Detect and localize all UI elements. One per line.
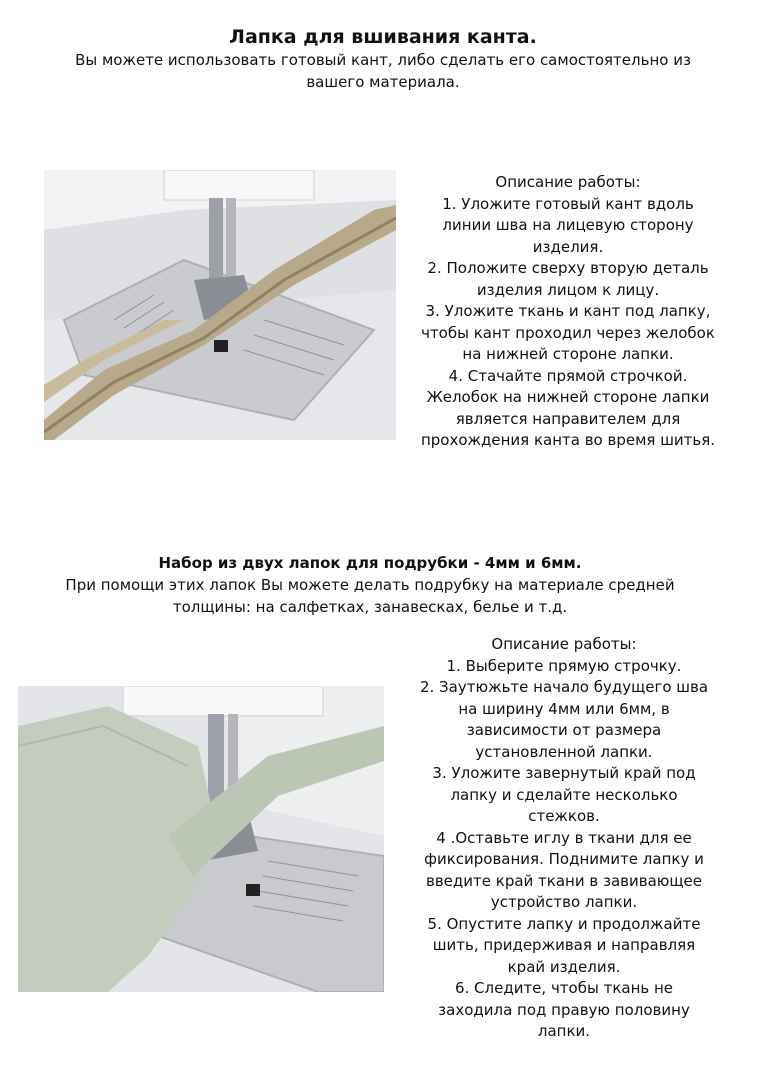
section1-step-line: изделия.: [532, 237, 604, 256]
section2-step-line: заходила под правую половину: [438, 1000, 690, 1019]
section2-steps: [398, 634, 730, 1043]
section2-step-line: установленной лапки.: [475, 742, 653, 761]
section2-step-line: лапки.: [537, 1022, 591, 1040]
hemmer-foot-photo: [18, 686, 384, 992]
section2-step-line: 5. Опустите лапку и продолжайте: [427, 914, 701, 933]
section1-intro: [40, 49, 726, 93]
section2-step-line: 1. Выберите прямую строчку.: [446, 656, 682, 675]
section2-step-line: край изделия.: [507, 957, 621, 976]
section1-step-line: изделия лицом к лицу.: [476, 280, 660, 299]
section2-step-line: введите край ткани в завивающее: [426, 871, 702, 890]
section2-step-line: фиксирования. Поднимите лапку и: [424, 850, 704, 868]
section2-step-line: устройство лапки.: [490, 893, 638, 911]
section1-step-line: 4. Стачайте прямой строчкой.: [448, 366, 688, 385]
section1-step-line: на нижней стороне лапки.: [462, 345, 674, 363]
section1-step-line: прохождения канта во время шитья.: [420, 431, 716, 449]
section2-step-line: 3. Уложите завернутый край под: [432, 764, 696, 782]
piping-foot-photo: [44, 170, 396, 440]
section2-step-line: 6. Следите, чтобы ткань не: [454, 979, 674, 997]
section1-step-line: является направителем для: [455, 409, 681, 428]
section2-step-line: 2. Заутюжьте начало будущего шва: [419, 678, 709, 696]
section2-step-line: шить, придерживая и направляя: [432, 936, 696, 954]
section2-intro-line: При помощи этих лапок Вы можете делать подрубку на материале средней: [65, 576, 675, 594]
section1-step-line: 2. Положите сверху вторую деталь: [427, 259, 709, 277]
section1-intro-line: вашего материала.: [306, 73, 460, 91]
section2-step-line: на ширину 4мм или 6мм, в: [458, 699, 670, 718]
section1-step-line: чтобы кант проходил через желобок: [421, 323, 715, 342]
section2-title: Набор из двух лапок для подрубки - 4мм и 6мм.: [158, 554, 582, 572]
section2-step-line: 4 .Оставьте иглу в ткани для ее: [436, 828, 692, 847]
section1-step-line: Описание работы:: [495, 173, 641, 191]
section1-title: Лапка для вшивания канта.: [229, 26, 537, 48]
section1-steps: [406, 172, 730, 452]
section1-step-line: 1. Уложите готовый кант вдоль: [442, 194, 694, 213]
section2-step-line: Описание работы:: [491, 635, 637, 653]
section2-intro: [30, 574, 710, 618]
section1-step-line: Желобок на нижней стороне лапки: [426, 388, 710, 406]
section1-intro-line: Вы можете использовать готовый кант, либо сделать его самостоятельно из: [75, 51, 691, 69]
section1-step-line: линии шва на лицевую сторону: [442, 216, 694, 234]
section2-step-line: зависимости от размера: [466, 721, 662, 739]
section2-intro-line: толщины: на салфетках, занавесках, белье и т.д.: [172, 598, 568, 616]
section1-step-line: 3. Уложите ткань и кант под лапку,: [425, 302, 711, 320]
section2-step-line: лапку и сделайте несколько: [450, 785, 678, 804]
section2-step-line: стежков.: [528, 807, 600, 825]
